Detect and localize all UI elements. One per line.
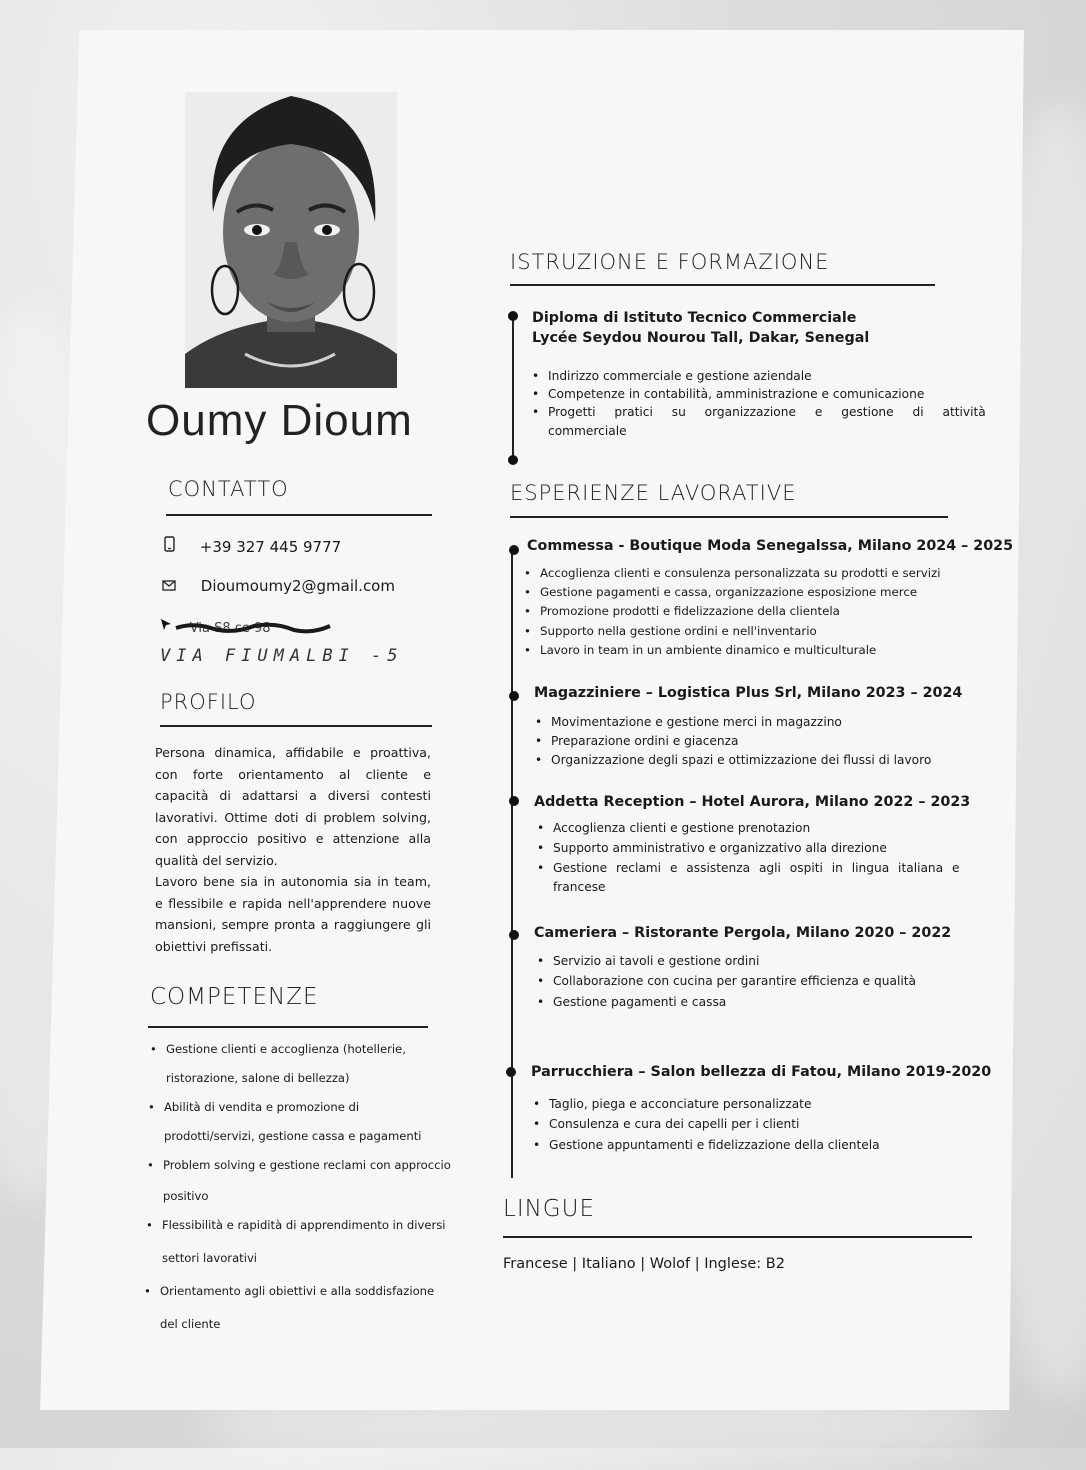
job-bullet: • Gestione appuntamenti e fidelizzazione della clientela <box>549 1135 880 1155</box>
skill-line: settori lavorativi <box>162 1251 258 1265</box>
degree-title: Diploma di Istituto Tecnico Commerciale <box>532 310 857 326</box>
school-name: Lycée Seydou Nourou Tall, Dakar, Senegal <box>532 330 870 346</box>
timeline-dot <box>508 455 518 465</box>
job-title: Addetta Reception – Hotel Aurora, Milano 2022 – 2023 <box>534 794 971 810</box>
job-title: Magazziniere – Logistica Plus Srl, Milano 2023 – 2024 <box>534 685 963 701</box>
lingue-heading: LINGUE <box>503 1196 595 1222</box>
skill-item: • Abilità di vendita e promozione di prodotti/servizi, gestione cassa e pagamenti <box>164 1093 422 1151</box>
skill-line: Gestione clienti e accoglienza (hotellerie, <box>166 1042 406 1056</box>
job-bullet: • Organizzazione degli spazi e ottimizzazione dei flussi di lavoro <box>551 750 931 770</box>
competenze-heading: COMPETENZE <box>150 984 319 1010</box>
phone-number[interactable]: +39 327 445 9777 <box>199 538 342 556</box>
lingue-rule <box>503 1236 972 1238</box>
skill-line: ristorazione, salone di bellezza) <box>166 1071 350 1085</box>
profilo-rule <box>160 725 432 727</box>
skill-item: • Gestione clienti e accoglienza (hotellerie, ristorazione, salone di bellezza) <box>166 1035 406 1093</box>
job-bullet: • Promozione prodotti e fidelizzazione della clientela <box>540 601 840 621</box>
timeline-dot <box>509 796 519 806</box>
email-row <box>162 577 395 595</box>
contatto-heading: CONTATTO <box>168 477 289 501</box>
job-bullet: • Preparazione ordini e giacenza <box>551 731 739 751</box>
job-bullet: • Movimentazione e gestione merci in magazzino <box>551 712 842 732</box>
job-bullet: • Gestione pagamenti e cassa <box>553 992 726 1012</box>
istruzione-bullet: • Progetti pratici su organizzazione e gestione di attività <box>548 402 986 422</box>
profilo-paragraph-1: Persona dinamica, affidabile e proattiva, con forte orientamento al cliente e capacità di adattarsi a diversi contesti lavorativi. Ottime doti di problem solving, con approccio positivo e attenzione alla qualità del servizio. <box>155 745 431 868</box>
profile-photo <box>185 92 397 388</box>
istruzione-rule <box>510 284 935 286</box>
esperienze-rule <box>510 516 948 518</box>
job-bullet: • Lavoro in team in un ambiente dinamico e multiculturale <box>540 640 876 660</box>
skill-item: • Flessibilità e rapidità di apprendimento in diversi settori lavorativi <box>162 1211 446 1273</box>
address-row <box>160 618 271 636</box>
address-struck: Via S8 ce 98 <box>189 621 271 636</box>
candidate-name: Oumy Dioum <box>146 396 413 445</box>
address-handwritten: VIA FIUMALBI -5 <box>160 646 404 666</box>
job-bullet: • Gestione reclami e assistenza agli ospiti in lingua italiana e <box>553 858 960 878</box>
esperienze-timeline <box>511 550 513 1178</box>
competenze-rule <box>148 1026 428 1028</box>
mobile-phone-icon <box>164 536 175 556</box>
job-bullet: • Servizio ai tavoli e gestione ordini <box>553 951 759 971</box>
skill-line: Flessibilità e rapidità di apprendimento in diversi <box>162 1218 446 1232</box>
cursor-arrow-icon <box>160 618 173 636</box>
job-bullet: • Taglio, piega e acconciature personalizzate <box>549 1094 811 1114</box>
contatto-rule <box>166 514 432 516</box>
esperienze-heading: ESPERIENZE LAVORATIVE <box>510 481 797 505</box>
istruzione-heading: ISTRUZIONE E FORMAZIONE <box>510 250 830 274</box>
istruzione-timeline <box>512 316 514 460</box>
skill-item: • Orientamento agli obiettivi e alla soddisfazione del cliente <box>160 1277 434 1339</box>
timeline-dot <box>509 691 519 701</box>
istruzione-bullet: • Competenze in contabilità, amministrazione e comunicazione <box>548 384 924 404</box>
timeline-dot <box>509 545 519 555</box>
timeline-dot <box>508 311 518 321</box>
skill-line: prodotti/servizi, gestione cassa e pagamenti <box>164 1129 422 1143</box>
skill-line: Abilità di vendita e promozione di <box>164 1100 360 1114</box>
email-address[interactable]: Dioumoumy2@gmail.com <box>200 577 395 595</box>
job-bullet: • Gestione pagamenti e cassa, organizzazione esposizione merce <box>540 582 917 602</box>
job-title: Cameriera – Ristorante Pergola, Milano 2020 – 2022 <box>534 925 952 941</box>
job-bullet-cont: francese <box>553 880 606 894</box>
strike-scribble <box>174 620 334 636</box>
envelope-icon <box>162 577 176 595</box>
skill-line: Problem solving e gestione reclami con approccio <box>163 1158 451 1172</box>
job-bullet: • Accoglienza clienti e gestione prenotazion <box>553 818 810 838</box>
skill-line: Orientamento agli obiettivi e alla soddisfazione <box>160 1284 435 1298</box>
job-bullet: • Accoglienza clienti e consulenza personalizzata su prodotti e servizi <box>540 563 941 583</box>
istruzione-bullet: • Indirizzo commerciale e gestione aziendale <box>548 366 812 386</box>
profilo-text <box>155 742 431 957</box>
job-bullet: • Supporto nella gestione ordini e nell'inventario <box>540 621 817 641</box>
job-title: Parrucchiera – Salon bellezza di Fatou, Milano 2019-2020 <box>531 1064 992 1080</box>
skill-line: del cliente <box>160 1317 221 1331</box>
job-title: Commessa - Boutique Moda Senegalssa, Milano 2024 – 2025 <box>527 538 1014 554</box>
job-bullet: • Collaborazione con cucina per garantire efficienza e qualità <box>553 971 916 991</box>
phone-row <box>164 536 341 556</box>
job-bullet: • Supporto amministrativo e organizzativo alla direzione <box>553 838 887 858</box>
istruzione-bullet-cont: commerciale <box>548 424 627 438</box>
job-bullet: • Consulenza e cura dei capelli per i clienti <box>549 1114 799 1134</box>
skill-line: positivo <box>163 1189 209 1203</box>
timeline-dot <box>509 930 519 940</box>
skill-item: • Problem solving e gestione reclami con approccio positivo <box>163 1151 451 1211</box>
portrait-illustration <box>185 92 397 388</box>
profilo-paragraph-2: Lavoro bene sia in autonomia sia in team, e flessibile e rapida nell'apprendere nuove mansioni, sempre pronta a raggiungere gli obiettivi prefissati. <box>155 874 431 954</box>
profilo-heading: PROFILO <box>160 690 257 714</box>
languages-text: Francese | Italiano | Wolof | Inglese: B2 <box>503 1256 785 1272</box>
timeline-dot <box>506 1067 516 1077</box>
